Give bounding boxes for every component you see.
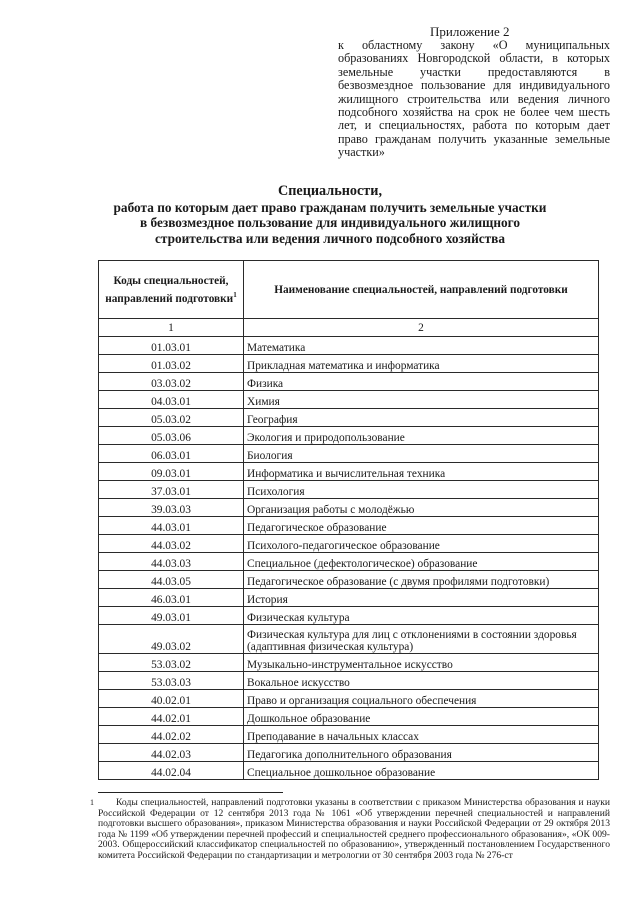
specialty-code: 44.02.04: [99, 762, 244, 780]
table-row: [99, 654, 599, 672]
specialty-name: Психолого-педагогическое образование: [244, 535, 599, 553]
specialty-code: 53.03.02: [99, 654, 244, 672]
heading-line-4: строительства или ведения личного подсобного хозяйства: [155, 230, 505, 246]
specialty-name: Прикладная математика и информатика: [244, 355, 599, 373]
footnote-divider: [98, 792, 283, 793]
specialty-name: Физика: [244, 373, 599, 391]
column-header-name: Наименование специальностей, направлений подготовки: [244, 261, 599, 319]
heading-line-2: работа по которым дает право гражданам получить земельные участки: [113, 199, 547, 215]
table-row: [99, 445, 599, 463]
specialty-code: 09.03.01: [99, 463, 244, 481]
specialty-name: Физическая культура для лиц с отклонениями в состоянии здоровья (адаптивная физическая культура): [244, 625, 599, 654]
annex-title: Приложение 2: [430, 24, 510, 39]
specialty-code: 44.02.03: [99, 744, 244, 762]
specialty-name: Организация работы с молодёжью: [244, 499, 599, 517]
table-row: [99, 517, 599, 535]
table-row: [99, 571, 599, 589]
footnote-text: Коды специальностей, направлений подготовки указаны в соответствии с приказом Министерства образования и науки Российской Федерации от 12 сентября 2013 года № 1061 «Об утверждении перечней специальностей и направлений подготовки высшего образования», приказом Министерства образования и науки Российской Федерации от 29 октября 2013 года № 1199 «Об утверждении перечней профессий и специальностей среднего профессионального образования», «ОК 009-2003. Общероссийский классификатор специальностей по образованию», утвержденный постановлением Государственного комитета Российской Федерации по стандартизации и метрологии от 30 сентября 2003 года № 276-ст: [98, 797, 610, 861]
column-number-2: 2: [244, 319, 599, 337]
table-row: [99, 427, 599, 445]
specialty-name: Специальное дошкольное образование: [244, 762, 599, 780]
specialty-code: 53.03.03: [99, 672, 244, 690]
table-row: [99, 481, 599, 499]
specialty-code: 01.03.01: [99, 337, 244, 355]
table-row: [99, 607, 599, 625]
specialty-code: 05.03.02: [99, 409, 244, 427]
footnote-reference: 1: [233, 290, 237, 299]
specialties-table: [98, 260, 599, 780]
heading-line-3: в безвозмездное пользование для индивидуального жилищного: [139, 215, 521, 230]
specialty-name: Химия: [244, 391, 599, 409]
table-row: [99, 337, 599, 355]
specialty-code: 06.03.01: [99, 445, 244, 463]
specialty-name: Музыкально-инструментальное искусство: [244, 654, 599, 672]
specialty-name: Информатика и вычислительная техника: [244, 463, 599, 481]
specialty-name: Психология: [244, 481, 599, 499]
specialty-code: 37.03.01: [99, 481, 244, 499]
table-body: [99, 337, 599, 780]
document-heading: [60, 184, 600, 246]
annex-text: к областному закону «О муниципальных образованиях Новгородской области, в которых земельные участки предоставляются в безвозмездное пользование для индивидуального жилищного строительства или ведения личного подсобного хозяйства на срок не более чем шесть лет, и специальностях, работа по которым дает право гражданам получить указанные земельные участки»: [338, 38, 610, 160]
table-row: [99, 553, 599, 571]
table-row: [99, 373, 599, 391]
specialty-code: 44.03.05: [99, 571, 244, 589]
specialty-code: 01.03.02: [99, 355, 244, 373]
table-row: [99, 409, 599, 427]
table-row: [99, 535, 599, 553]
specialty-code: 44.02.02: [99, 726, 244, 744]
table-row: [99, 672, 599, 690]
specialty-code: 05.03.06: [99, 427, 244, 445]
specialty-name: Педагогическое образование: [244, 517, 599, 535]
specialty-name: Экология и природопользование: [244, 427, 599, 445]
table-row: [99, 499, 599, 517]
column-number-1: 1: [99, 319, 244, 337]
table-row: [99, 625, 599, 654]
specialty-name: География: [244, 409, 599, 427]
specialty-name: Вокальное искусство: [244, 672, 599, 690]
specialty-name: Математика: [244, 337, 599, 355]
heading-line-1: Специальности,: [277, 183, 382, 199]
specialty-name: Педагогика дополнительного образования: [244, 744, 599, 762]
specialty-code: 46.03.01: [99, 589, 244, 607]
table-row: [99, 391, 599, 409]
footnote: [90, 797, 610, 862]
table-row: [99, 589, 599, 607]
column-header-code: [99, 261, 244, 319]
specialty-code: 44.03.02: [99, 535, 244, 553]
specialty-code: 44.03.03: [99, 553, 244, 571]
specialty-name: Преподавание в начальных классах: [244, 726, 599, 744]
table-row: [99, 463, 599, 481]
table-row: [99, 726, 599, 744]
specialty-name: Дошкольное образование: [244, 708, 599, 726]
table-row: [99, 744, 599, 762]
specialty-code: 49.03.02: [99, 625, 244, 654]
table-row: [99, 355, 599, 373]
table-row: [99, 762, 599, 780]
table-row: [99, 708, 599, 726]
specialty-code: 49.03.01: [99, 607, 244, 625]
footnote-mark: 1: [90, 798, 94, 807]
specialty-name: Специальное (дефектологическое) образование: [244, 553, 599, 571]
specialty-name: Физическая культура: [244, 607, 599, 625]
specialty-name: Биология: [244, 445, 599, 463]
specialty-code: 44.03.01: [99, 517, 244, 535]
column-header-code-text: Коды специальностей, направлений подготовки: [105, 274, 234, 305]
specialty-name: Право и организация социального обеспечения: [244, 690, 599, 708]
specialty-name: Педагогическое образование (с двумя профилями подготовки): [244, 571, 599, 589]
specialty-name: История: [244, 589, 599, 607]
specialty-code: 39.03.03: [99, 499, 244, 517]
table-row: [99, 690, 599, 708]
specialty-code: 03.03.02: [99, 373, 244, 391]
specialty-code: 40.02.01: [99, 690, 244, 708]
specialty-code: 04.03.01: [99, 391, 244, 409]
specialty-code: 44.02.01: [99, 708, 244, 726]
